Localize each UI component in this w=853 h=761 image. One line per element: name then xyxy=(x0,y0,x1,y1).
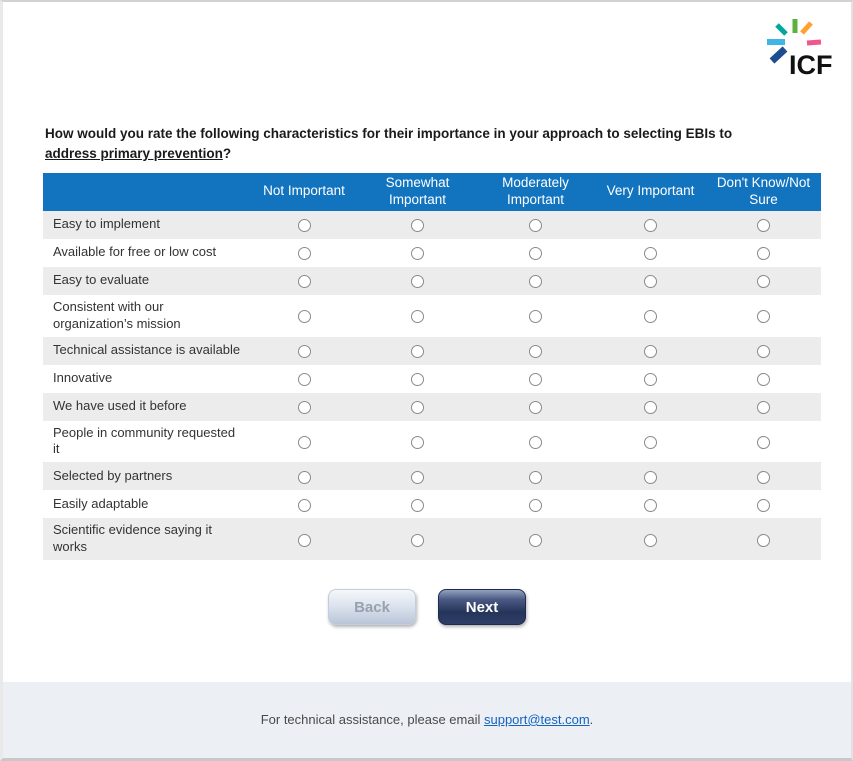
radio-cell xyxy=(595,211,706,239)
radio-row6-col3[interactable] xyxy=(644,401,657,414)
radio-row3-col4[interactable] xyxy=(757,310,770,323)
radio-row1-col2[interactable] xyxy=(529,247,542,260)
radio-row5-col2[interactable] xyxy=(529,373,542,386)
radio-row10-col1[interactable] xyxy=(411,534,424,547)
radio-row1-col4[interactable] xyxy=(757,247,770,260)
radio-row9-col1[interactable] xyxy=(411,499,424,512)
table-row xyxy=(43,421,821,463)
table-row xyxy=(43,393,821,421)
column-header-moderately-important: Moderately Important xyxy=(476,173,595,211)
radio-row4-col2[interactable] xyxy=(529,345,542,358)
radio-row8-col0[interactable] xyxy=(298,471,311,484)
radio-cell xyxy=(476,267,595,295)
radio-row6-col2[interactable] xyxy=(529,401,542,414)
column-header-very-important: Very Important xyxy=(595,173,706,211)
column-header-somewhat-important: Somewhat Important xyxy=(359,173,476,211)
table-row xyxy=(43,295,821,337)
radio-row9-col0[interactable] xyxy=(298,499,311,512)
row-label: Easily adaptable xyxy=(53,495,149,511)
radio-row0-col1[interactable] xyxy=(411,219,424,232)
radio-cell xyxy=(359,518,476,560)
support-email-link[interactable]: support@test.com xyxy=(483,712,590,727)
radio-cell xyxy=(595,365,706,393)
radio-cell xyxy=(706,239,821,267)
radio-cell xyxy=(359,211,476,239)
matrix-header-empty xyxy=(43,173,249,211)
radio-cell xyxy=(359,365,476,393)
radio-row2-col4[interactable] xyxy=(757,275,770,288)
radio-cell xyxy=(359,239,476,267)
radio-row5-col4[interactable] xyxy=(757,373,770,386)
radio-cell xyxy=(706,490,821,518)
radio-cell xyxy=(595,239,706,267)
radio-row10-col3[interactable] xyxy=(644,534,657,547)
radio-cell xyxy=(359,462,476,490)
radio-row2-col0[interactable] xyxy=(298,275,311,288)
radio-cell xyxy=(359,337,476,365)
table-row xyxy=(43,267,821,295)
radio-cell xyxy=(249,490,359,518)
row-label: Easy to implement xyxy=(43,211,249,239)
radio-cell xyxy=(476,421,595,463)
table-row xyxy=(43,365,821,393)
column-header-dont-know: Don't Know/Not Sure xyxy=(706,173,821,211)
radio-cell xyxy=(476,393,595,421)
radio-row4-col4[interactable] xyxy=(757,345,770,358)
radio-cell xyxy=(476,295,595,337)
radio-row5-col1[interactable] xyxy=(411,373,424,386)
table-row xyxy=(43,518,821,560)
question-prefix: How would you rate the following characteristics for their importance in your approach to selecting EBIs to xyxy=(45,126,733,141)
row-label: Technical assistance is available xyxy=(43,337,249,365)
question-underlined-phrase: address primary prevention xyxy=(45,145,223,161)
footer xyxy=(3,682,851,758)
radio-cell xyxy=(476,490,595,518)
radio-row7-col1[interactable] xyxy=(411,436,424,449)
radio-row8-col2[interactable] xyxy=(529,471,542,484)
radio-cell xyxy=(706,365,821,393)
icf-logo-starburst xyxy=(765,16,835,80)
radio-row1-col3[interactable] xyxy=(644,247,657,260)
radio-cell xyxy=(706,267,821,295)
radio-cell xyxy=(249,518,359,560)
row-label: Consistent with our organization’s mission xyxy=(53,298,181,331)
icf-logo xyxy=(765,16,835,80)
radio-row6-col0[interactable] xyxy=(298,401,311,414)
radio-cell xyxy=(476,337,595,365)
footer-suffix: . xyxy=(589,712,594,727)
radio-row4-col3[interactable] xyxy=(644,345,657,358)
next-button[interactable]: Next xyxy=(438,589,526,625)
nav-buttons xyxy=(3,589,851,625)
radio-row2-col2[interactable] xyxy=(529,275,542,288)
radio-cell xyxy=(706,393,821,421)
radio-cell xyxy=(706,421,821,463)
question-suffix: ? xyxy=(222,145,232,161)
row-label: People in community requested it xyxy=(53,424,236,457)
radio-row7-col0[interactable] xyxy=(298,436,311,449)
table-row xyxy=(43,239,821,267)
row-label: Selected by partners xyxy=(43,462,249,490)
table-row xyxy=(43,211,821,239)
radio-row0-col2[interactable] xyxy=(529,219,542,232)
radio-cell xyxy=(249,337,359,365)
radio-row0-col0[interactable] xyxy=(298,219,311,232)
table-row xyxy=(43,337,821,365)
radio-cell xyxy=(595,462,706,490)
radio-cell xyxy=(706,462,821,490)
radio-cell xyxy=(706,337,821,365)
radio-cell xyxy=(359,421,476,463)
radio-row1-col1[interactable] xyxy=(411,247,424,260)
radio-row6-col1[interactable] xyxy=(411,401,424,414)
radio-row3-col1[interactable] xyxy=(411,310,424,323)
radio-row4-col0[interactable] xyxy=(298,345,311,358)
radio-cell xyxy=(706,518,821,560)
radio-row3-col0[interactable] xyxy=(298,310,311,323)
table-row xyxy=(43,490,821,518)
radio-cell xyxy=(476,365,595,393)
row-label: Easy to evaluate xyxy=(43,267,249,295)
radio-cell xyxy=(476,518,595,560)
radio-row7-col4[interactable] xyxy=(757,436,770,449)
radio-cell xyxy=(249,267,359,295)
radio-row10-col2[interactable] xyxy=(529,534,542,547)
rating-matrix-table xyxy=(43,173,821,560)
radio-cell xyxy=(595,490,706,518)
radio-row9-col2[interactable] xyxy=(529,499,542,512)
radio-cell xyxy=(249,393,359,421)
radio-row9-col4[interactable] xyxy=(757,499,770,512)
radio-cell xyxy=(595,267,706,295)
radio-cell xyxy=(595,337,706,365)
radio-cell xyxy=(359,393,476,421)
radio-row6-col4[interactable] xyxy=(757,401,770,414)
radio-cell xyxy=(359,295,476,337)
radio-row4-col1[interactable] xyxy=(411,345,424,358)
radio-cell xyxy=(595,393,706,421)
radio-cell xyxy=(595,295,706,337)
column-header-not-important: Not Important xyxy=(249,173,359,211)
row-label: We have used it before xyxy=(43,393,249,421)
question-text xyxy=(45,124,785,163)
radio-row0-col4[interactable] xyxy=(757,219,770,232)
radio-cell xyxy=(249,462,359,490)
radio-row5-col0[interactable] xyxy=(298,373,311,386)
radio-cell xyxy=(595,518,706,560)
radio-cell xyxy=(249,421,359,463)
radio-row0-col3[interactable] xyxy=(644,219,657,232)
radio-cell xyxy=(595,421,706,463)
radio-cell xyxy=(249,365,359,393)
radio-row3-col2[interactable] xyxy=(529,310,542,323)
radio-cell xyxy=(359,490,476,518)
radio-row9-col3[interactable] xyxy=(644,499,657,512)
radio-row8-col3[interactable] xyxy=(644,471,657,484)
radio-cell xyxy=(249,239,359,267)
radio-row2-col1[interactable] xyxy=(411,275,424,288)
table-row xyxy=(43,462,821,490)
row-label: Innovative xyxy=(53,370,113,386)
radio-row8-col4[interactable] xyxy=(757,471,770,484)
radio-cell xyxy=(249,295,359,337)
radio-row10-col0[interactable] xyxy=(298,534,311,547)
radio-row5-col3[interactable] xyxy=(644,373,657,386)
radio-row10-col4[interactable] xyxy=(757,534,770,547)
radio-cell xyxy=(359,267,476,295)
radio-row1-col0[interactable] xyxy=(298,247,311,260)
row-label: Scientific evidence saying it works xyxy=(43,518,249,560)
radio-row3-col3[interactable] xyxy=(644,310,657,323)
radio-cell xyxy=(476,462,595,490)
radio-row2-col3[interactable] xyxy=(644,275,657,288)
radio-row7-col3[interactable] xyxy=(644,436,657,449)
row-label: Available for free or low cost xyxy=(53,244,217,260)
radio-cell xyxy=(476,239,595,267)
radio-row8-col1[interactable] xyxy=(411,471,424,484)
matrix-body xyxy=(43,211,821,560)
radio-cell xyxy=(476,211,595,239)
radio-cell xyxy=(706,211,821,239)
footer-text: For technical assistance, please email xyxy=(260,712,484,727)
radio-cell xyxy=(249,211,359,239)
back-button[interactable]: Back xyxy=(328,589,416,625)
radio-cell xyxy=(706,295,821,337)
radio-row7-col2[interactable] xyxy=(529,436,542,449)
icf-logo-text: ICF xyxy=(789,50,833,80)
matrix-header-row xyxy=(43,173,821,211)
